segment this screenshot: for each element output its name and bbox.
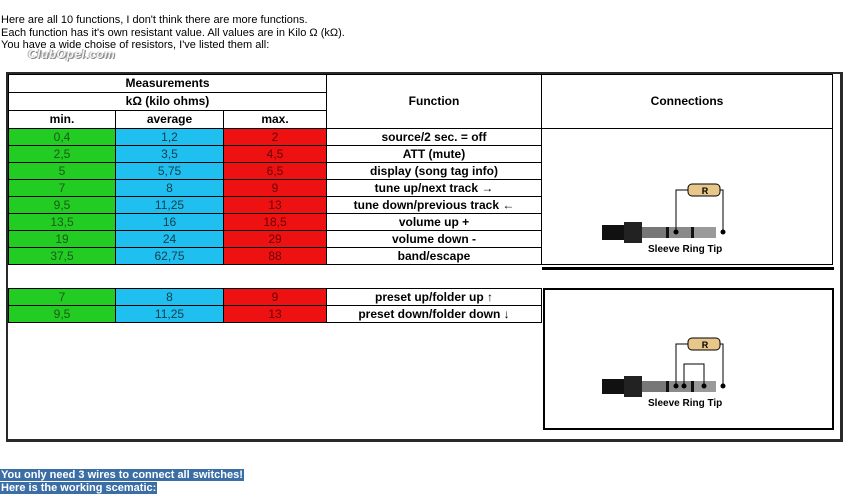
plug-ring — [669, 227, 691, 238]
cell-average: 1,2 — [116, 129, 224, 146]
cell-average: 11,25 — [116, 197, 224, 214]
plug-insulator — [666, 381, 669, 392]
cell-max: 9 — [224, 180, 327, 197]
cell-max: 9 — [224, 289, 327, 306]
cell-function: band/escape — [327, 248, 542, 265]
cell-function: tune down/previous track ← — [327, 197, 542, 214]
plug-diagram-1 — [602, 160, 742, 260]
plug-insulator — [691, 381, 694, 392]
wire — [676, 344, 688, 386]
cell-average: 62,75 — [116, 248, 224, 265]
cell-average: 11,25 — [116, 306, 224, 323]
cell-average: 24 — [116, 231, 224, 248]
plug-diagram-2 — [602, 314, 742, 414]
cell-max: 18,5 — [224, 214, 327, 231]
cell-max: 6,5 — [224, 163, 327, 180]
plug-labels: Sleeve Ring Tip — [648, 398, 723, 409]
cell-function: volume up + — [327, 214, 542, 231]
intro-text — [1, 14, 345, 52]
cell-function: preset up/folder up ↑ — [327, 289, 542, 306]
header-average: average — [116, 111, 224, 129]
header-connections: Connections — [542, 75, 833, 129]
cell-max: 4,5 — [224, 146, 327, 163]
watermark: ClubOpel.com — [28, 47, 116, 61]
resistor-label: R — [701, 340, 709, 350]
cell-max: 13 — [224, 197, 327, 214]
table-row — [9, 129, 833, 146]
cell-function: display (song tag info) — [327, 163, 542, 180]
plug-sleeve — [642, 381, 666, 392]
spreadsheet-area — [6, 72, 843, 442]
cell-average: 3,5 — [116, 146, 224, 163]
table-row — [9, 306, 542, 323]
plug-tip — [694, 227, 716, 238]
cell-max: 88 — [224, 248, 327, 265]
cell-min: 7 — [9, 289, 116, 306]
plug-ring — [669, 381, 691, 392]
cell-min: 7 — [9, 180, 116, 197]
header-function: Function — [327, 75, 542, 129]
bottom-line-2[interactable]: Here is the working scematic: — [1, 481, 157, 494]
cell-function: ATT (mute) — [327, 146, 542, 163]
cell-max: 29 — [224, 231, 327, 248]
header-measurements: Measurements — [9, 75, 327, 93]
table-row — [9, 289, 542, 306]
wire — [720, 344, 723, 386]
bottom-selected-text — [0, 469, 244, 494]
wire — [720, 190, 723, 232]
bottom-line-1[interactable]: You only need 3 wires to connect all switches! — [1, 469, 243, 481]
intro-line-2: Each function has it's own resistant value. All values are in Kilo Ω (kΩ). — [1, 26, 345, 39]
plug-collar — [624, 222, 642, 243]
plug-labels: Sleeve Ring Tip — [648, 244, 723, 255]
cell-min: 13,5 — [9, 214, 116, 231]
cell-function: source/2 sec. = off — [327, 129, 542, 146]
cell-function: preset down/folder down ↓ — [327, 306, 542, 323]
cell-min: 0,4 — [9, 129, 116, 146]
cell-min: 9,5 — [9, 306, 116, 323]
header-max: max. — [224, 111, 327, 129]
cell-max: 13 — [224, 306, 327, 323]
wire — [676, 190, 688, 232]
intro-line-3: You have a wide choise of resistors, I've listed them all: — [1, 39, 270, 51]
connections-cell-2 — [543, 288, 834, 430]
plug-insulator — [691, 227, 694, 238]
cell-min: 2,5 — [9, 146, 116, 163]
header-unit: kΩ (kilo ohms) — [9, 93, 327, 111]
cell-min: 9,5 — [9, 197, 116, 214]
cell-average: 8 — [116, 289, 224, 306]
resistor-label: R — [701, 186, 709, 196]
plug-handle — [602, 225, 624, 240]
cell-max: 2 — [224, 129, 327, 146]
cell-min: 37,5 — [9, 248, 116, 265]
plug-insulator — [666, 227, 669, 238]
preset-table — [8, 288, 542, 323]
cell-average: 8 — [116, 180, 224, 197]
cell-min: 19 — [9, 231, 116, 248]
intro-line-1: Here are all 10 functions, I don't think there are more functions. — [1, 14, 308, 26]
plug-collar — [624, 376, 642, 397]
cell-function: volume down - — [327, 231, 542, 248]
plug-handle — [602, 379, 624, 394]
divider — [542, 267, 834, 270]
plug-sleeve — [642, 227, 666, 238]
cell-min: 5 — [9, 163, 116, 180]
header-min: min. — [9, 111, 116, 129]
cell-function: tune up/next track → — [327, 180, 542, 197]
cell-average: 5,75 — [116, 163, 224, 180]
cell-average: 16 — [116, 214, 224, 231]
